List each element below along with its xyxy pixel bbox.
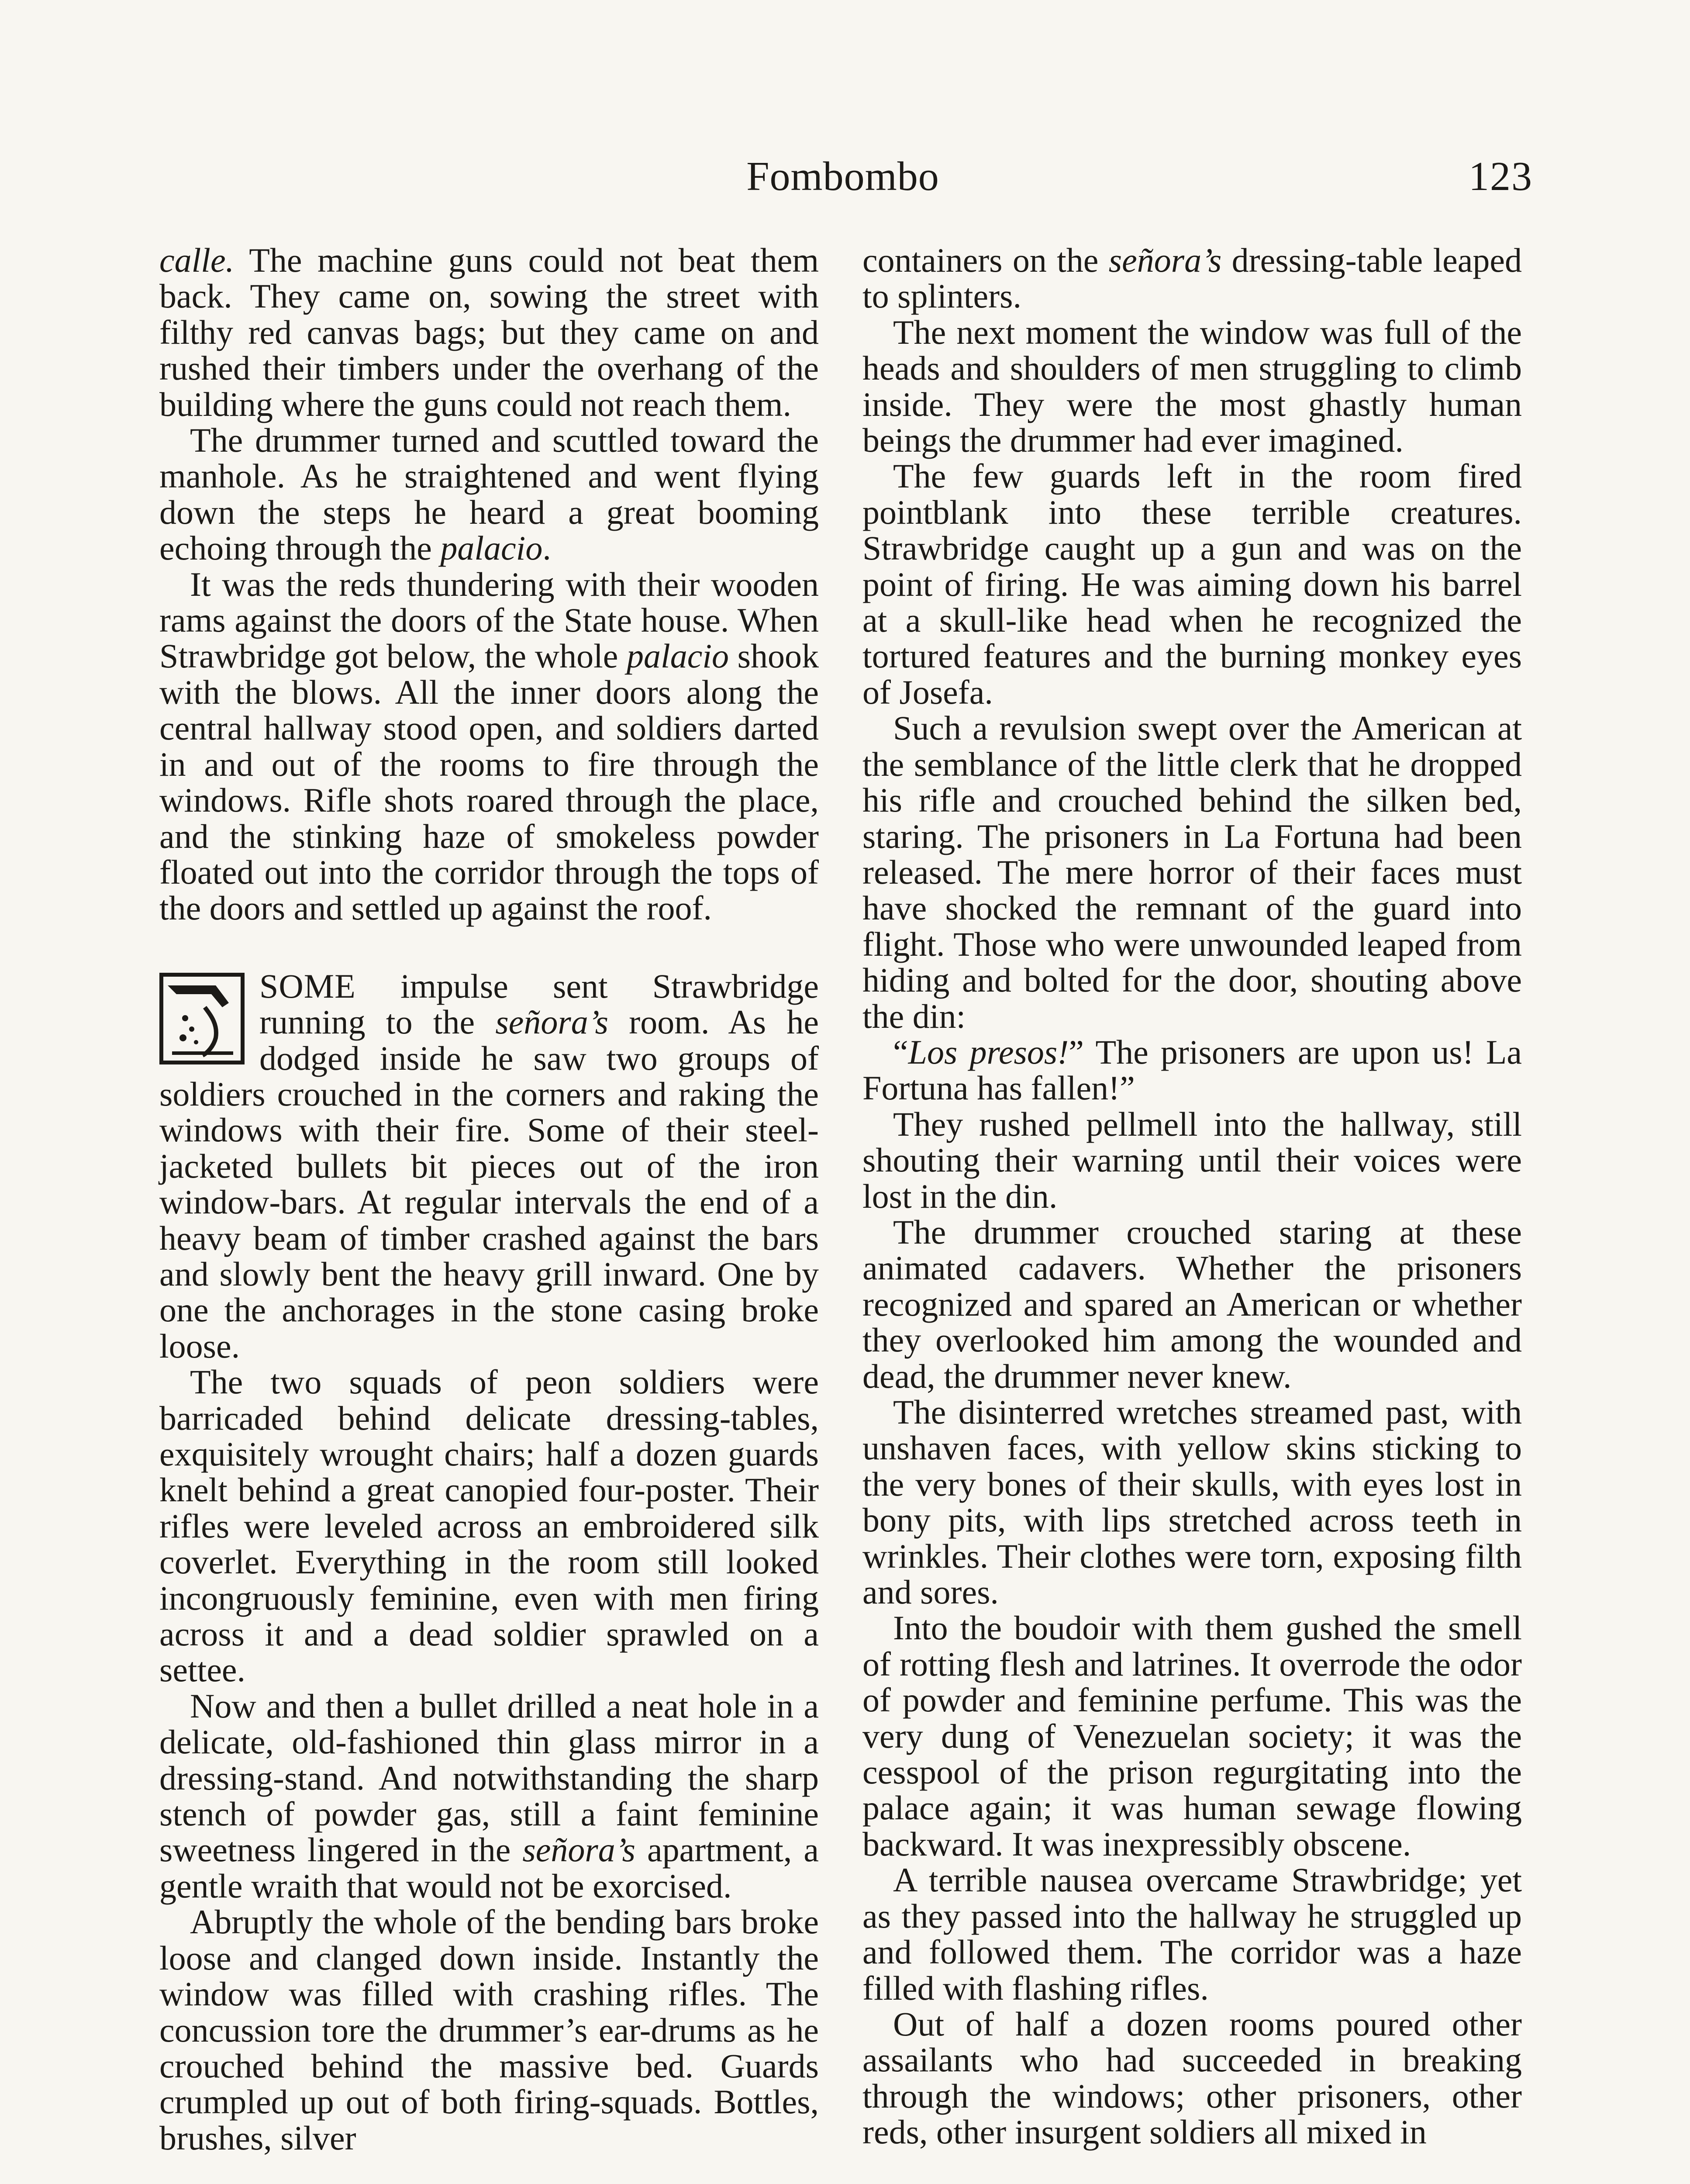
paragraph-text: ” The prisoners are upon us! La Fortuna has fallen!”: [862, 1033, 1522, 1107]
paragraph: The drummer crouched staring at these animated cadavers. Whether the prisoners recognized and spared an American or whether they overlooked him among the wounded and dead, the drummer never knew.: [862, 1213, 1522, 1395]
paragraph: [159, 242, 819, 422]
paragraph-text: The drummer turned and scuttled toward the manhole. As he straightened and went flying down the steps he heard a great booming echoing through the: [159, 421, 819, 567]
section-opening-paragraph: [159, 968, 819, 1364]
italic-word: palacio: [440, 529, 543, 567]
paragraph: A terrible nausea overcame Strawbridge; yet as they passed into the hallway he struggled up and followed them. The corridor was a haze filled with flashing rifles.: [862, 1861, 1522, 2007]
right-column: [862, 242, 1522, 2150]
paragraph-text: room. As he dodged inside he saw two groups of soldiers crouched in the corners and raking the windows with their fire. Some of their steel-jacketed bullets bit pieces out of the iron window-bars. At regular intervals the end of a heavy beam of timber crashed against the bars and slowly bent the heavy grill inward. One by one the anchorages in the stone casing broke loose.: [159, 1003, 819, 1365]
paragraph: [159, 1688, 819, 1904]
paragraph: Into the boudoir with them gushed the smell of rotting flesh and latrines. It overrode the odor of powder and feminine perfume. This was the very dung of Venezuelan society; it was the cesspool of the prison regurgitating into the palace again; it was human sewage flowing backward. It was inexpressibly obscene.: [862, 1609, 1522, 1863]
paragraph: [159, 422, 819, 567]
italic-word: calle.: [159, 241, 235, 279]
italic-word: señora’s: [495, 1003, 609, 1041]
decorative-initial-ornament-icon: [159, 973, 245, 1064]
running-title: Fombombo: [746, 154, 939, 199]
paragraph-text: The machine guns could not beat them back. They came on, sowing the street with filthy red canvas bags; but they came on and rushed their timbers under the overhang of the building where the guns could not reach them.: [159, 241, 819, 423]
paragraph: Such a revulsion swept over the American at the semblance of the little clerk that he dropped his rifle and crouched behind the silken bed, staring. The prisoners in La Fortuna had been released. The mere horror of their faces must have shocked the remnant of the guard into flight. Those who were unwounded leaped from hiding and bolted for the door, shouting above the din:: [862, 709, 1522, 1035]
lead-word: SOME: [259, 967, 356, 1005]
quote-mark: “: [893, 1033, 908, 1071]
italic-word: señora’s: [522, 1831, 636, 1869]
paragraph: The disinterred wretches streamed past, with unshaven faces, with yellow skins sticking to the very bones of their skulls, with eyes lost in bony pits, with lips stretched across teeth in wrinkles. Their clothes were torn, exposing filth and sores.: [862, 1393, 1522, 1611]
paragraph-text: Now and then a bullet drilled a neat hole in a delicate, old-fashioned thin glass mirror in a dressing-stand. And notwithstanding the sharp stench of powder gas, still a faint feminine sweetness lingered in the: [159, 1686, 819, 1869]
paragraph-text: apartment, a gentle wraith that would not be exorcised.: [159, 1831, 819, 1905]
page-number: 123: [1469, 154, 1533, 199]
paragraph-text: It was the reds thundering with their wooden rams against the doors of the State house. When Strawbridge got below, the whole: [159, 565, 819, 675]
paragraph: Out of half a dozen rooms poured other assailants who had succeeded in breaking through the windows; other prisoners, other reds, other insurgent soldiers all mixed in: [862, 2004, 1522, 2151]
paragraph-text: shook with the blows. All the inner doors along the central hallway stood open, and soldiers darted in and out of the rooms to fire through the windows. Rifle shots roared through the place, and the stinking haze of smokeless powder floated out into the corridor through the tops of the doors and settled up against the roof.: [159, 637, 819, 927]
paragraph: [159, 567, 819, 926]
paragraph-text: containers on the: [862, 241, 1109, 279]
italic-word: palacio: [627, 637, 729, 675]
paragraph: The next moment the window was full of the heads and shoulders of men struggling to climb inside. They were the most ghastly human beings the drummer had ever imagined.: [862, 313, 1522, 460]
paragraph: Abruptly the whole of the bending bars broke loose and clanged down inside. Instantly the window was filled with crashing rifles. The concussion tore the drummer’s ear-drums as he crouched behind the massive bed. Guards crumpled up out of both firing-squads. Bottles, brushes, silver: [159, 1903, 819, 2157]
paragraph: [862, 242, 1522, 314]
left-column: [159, 242, 819, 2156]
paragraph: [862, 1034, 1522, 1106]
paragraph-text: impulse sent Strawbridge running to the: [259, 967, 819, 1041]
italic-word: Los presos!: [908, 1033, 1069, 1071]
paragraph: The two squads of peon soldiers were barricaded behind delicate dressing-tables, exquisitely wrought chairs; half a dozen guards knelt behind a great canopied four-poster. Their rifles were leveled across an embroidered silk coverlet. Everything in the room still looked incongruously feminine, even with men firing across it and a dead soldier sprawled on a settee.: [159, 1363, 819, 1689]
paragraph: The few guards left in the room fired pointblank into these terrible creatures. Strawbridge caught up a gun and was on the point of firing. He was aiming down his barrel at a skull-like head when he recognized the tortured features and the burning monkey eyes of Josefa.: [862, 457, 1522, 711]
paragraph-text: dressing-table leaped to splinters.: [862, 241, 1522, 315]
paragraph-text: .: [542, 529, 551, 567]
italic-word: señora’s: [1108, 241, 1222, 279]
paragraph: They rushed pellmell into the hallway, still shouting their warning until their voices were lost in the din.: [862, 1105, 1522, 1215]
